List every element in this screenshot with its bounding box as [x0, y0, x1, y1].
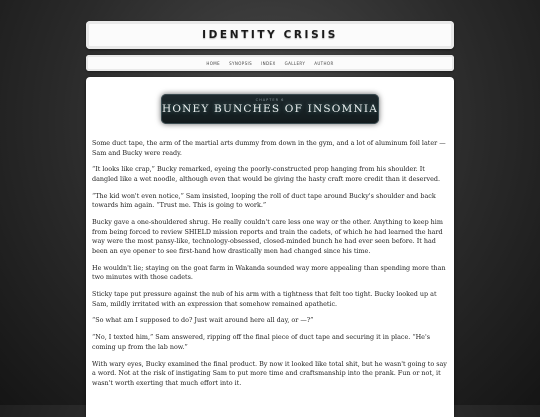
nav-synopsis-link[interactable]: SYNOPSIS: [229, 60, 253, 66]
nav-author-link[interactable]: AUTHOR: [314, 60, 334, 66]
story-paragraph: “So what am I supposed to do? Just wait around here all day, or —?”: [92, 316, 314, 325]
chapter-number: CHAPTER 6: [255, 98, 285, 102]
nav-index-link[interactable]: INDEX: [261, 60, 276, 66]
story-paragraph: Some duct tape, the arm of the martial arts dummy from down in the gym, and a lot of aluminum foil later — Sam and Bucky were ready.: [92, 139, 446, 157]
story-text: [92, 139, 448, 396]
chapter-banner: [161, 94, 379, 124]
site-header: [86, 21, 454, 49]
chapter-title: HONEY BUNCHES OF INSOMNIA: [161, 103, 379, 115]
story-paragraph: He wouldn't lie; staying on the goat farm in Wakanda sounded way more appealing than spending more than two minutes with those cadets.: [92, 263, 446, 282]
story-paragraph: “The kid won't even notice,” Sam insisted, looping the roll of duct tape around Bucky's shoulder and back towards him again. “Trust me. This is going to work.”: [92, 191, 436, 210]
story-paragraph: Sticky tape put pressure against the nub of his arm with a tightness that felt too tight. Bucky looked up at Sam, mildly irritated with an expression that somehow remained apathetic.: [92, 290, 437, 308]
main-nav: [86, 55, 454, 71]
story-paragraph: Bucky gave a one-shouldered shrug. He really couldn't care less one way or the other. Anything to keep him from being forced to review SHIELD mission reports and train the cadets, of which he had learned the hard way were the most pansy-like, technology-obsessed, closed-minded bunch he had ever seen before. It had been an eye opener to see first-hand how drastically men had changed since his time.: [92, 218, 443, 255]
nav-home-link[interactable]: HOME: [206, 60, 221, 66]
nav-gallery-link[interactable]: GALLERY: [284, 60, 306, 66]
story-paragraph: “No, I texted him,” Sam answered, ripping off the final piece of duct tape and securing it in place. “He's coming up from the lab now.”: [92, 333, 430, 351]
content-panel: [86, 77, 454, 417]
site-title[interactable]: IDENTITY CRISIS: [202, 29, 338, 41]
story-paragraph: With wary eyes, Bucky examined the final product. By now it looked like total shit, but he wasn't going to say a word. Not at the risk of instigating Sam to put more time and craftsmanship into the prank. Fun or not, it wasn't worth exerting that much effort into it.: [92, 359, 447, 387]
story-paragraph: “It looks like crap,” Bucky remarked, eyeing the poorly-constructed prop hanging from his shoulder. It dangled like a wet noodle, although even that would be giving the hasty craft more credit than it deserved.: [92, 165, 441, 183]
